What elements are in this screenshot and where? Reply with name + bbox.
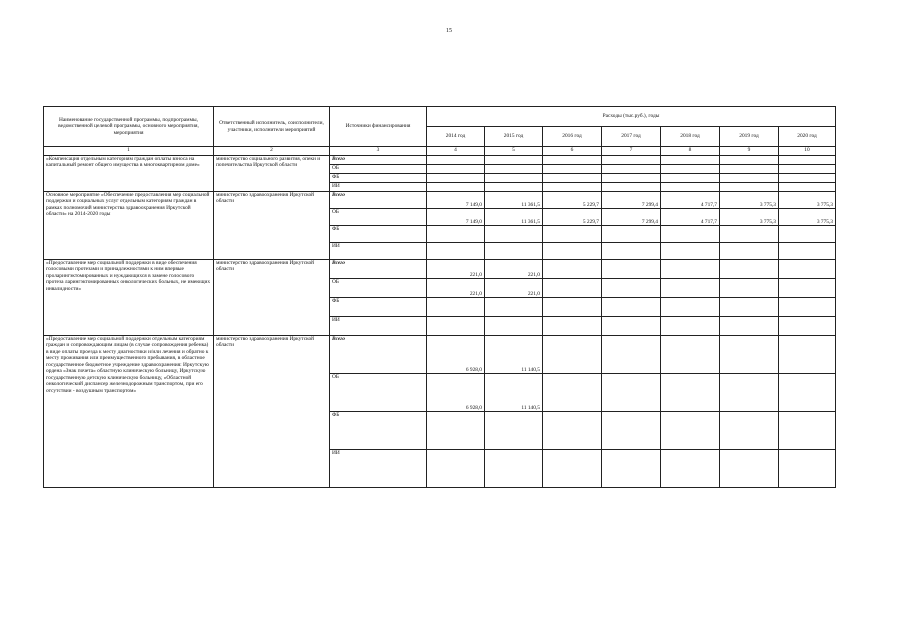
expense-value-cell bbox=[602, 450, 661, 488]
expense-value-cell: 7 149,0 bbox=[427, 192, 485, 209]
expense-value-cell: 221,0 bbox=[427, 279, 485, 298]
table-row bbox=[44, 260, 836, 279]
funding-source-cell: ИИ bbox=[330, 317, 427, 336]
expense-value-cell bbox=[543, 336, 602, 374]
expense-value-cell: 3 775,3 bbox=[779, 192, 836, 209]
header-year: 2014 год bbox=[427, 127, 485, 147]
column-number: 8 bbox=[661, 147, 720, 156]
expense-value-cell bbox=[427, 226, 485, 243]
expense-value-cell: 4 717,7 bbox=[661, 192, 720, 209]
header-responsible: Ответственный исполнитель, соисполнители, участники, исполнители мероприятий bbox=[214, 107, 330, 147]
funding-source-cell: ИИ bbox=[330, 243, 427, 260]
expense-value-cell bbox=[602, 317, 661, 336]
expense-value-cell bbox=[720, 183, 779, 192]
funding-source-cell: Всего bbox=[330, 156, 427, 165]
expense-value-cell bbox=[661, 279, 720, 298]
funding-source-cell: ИИ bbox=[330, 183, 427, 192]
table-row bbox=[44, 192, 836, 209]
expense-value-cell bbox=[602, 174, 661, 183]
expense-value-cell bbox=[427, 298, 485, 317]
expense-value-cell bbox=[543, 412, 602, 450]
funding-source-cell: Всего bbox=[330, 336, 427, 374]
expense-value-cell bbox=[779, 374, 836, 412]
expense-value-cell bbox=[720, 260, 779, 279]
expense-value-cell bbox=[720, 298, 779, 317]
expense-value-cell bbox=[427, 183, 485, 192]
expense-value-cell bbox=[779, 165, 836, 174]
header-year: 2020 год bbox=[779, 127, 836, 147]
expense-value-cell bbox=[602, 298, 661, 317]
expense-value-cell bbox=[427, 156, 485, 165]
expense-value-cell bbox=[485, 450, 543, 488]
header-funding-source: Источники финансирования bbox=[330, 107, 427, 147]
column-number: 5 bbox=[485, 147, 543, 156]
expense-value-cell bbox=[543, 165, 602, 174]
expense-value-cell: 5 229,7 bbox=[543, 209, 602, 226]
funding-source-cell: ОБ bbox=[330, 279, 427, 298]
expense-value-cell bbox=[661, 298, 720, 317]
expense-value-cell bbox=[427, 243, 485, 260]
expense-value-cell bbox=[779, 226, 836, 243]
expense-value-cell bbox=[661, 183, 720, 192]
expense-value-cell bbox=[427, 174, 485, 183]
expense-value-cell bbox=[779, 279, 836, 298]
expense-value-cell bbox=[720, 317, 779, 336]
expense-value-cell bbox=[543, 374, 602, 412]
expense-value-cell bbox=[427, 412, 485, 450]
expense-value-cell: 6 928,0 bbox=[427, 374, 485, 412]
expense-value-cell bbox=[543, 226, 602, 243]
page-number: 15 bbox=[446, 28, 452, 34]
expense-value-cell bbox=[543, 260, 602, 279]
expense-value-cell bbox=[779, 412, 836, 450]
expense-value-cell: 11 140,5 bbox=[485, 336, 543, 374]
expense-value-cell bbox=[543, 243, 602, 260]
responsible-cell: министерство здравоохранения Иркутской области bbox=[214, 336, 330, 488]
expense-value-cell bbox=[661, 374, 720, 412]
expense-value-cell bbox=[779, 336, 836, 374]
expense-value-cell bbox=[779, 260, 836, 279]
expense-value-cell bbox=[427, 450, 485, 488]
expense-value-cell bbox=[485, 183, 543, 192]
expense-value-cell bbox=[720, 243, 779, 260]
expense-value-cell bbox=[602, 243, 661, 260]
column-number: 9 bbox=[720, 147, 779, 156]
funding-source-cell: Всего bbox=[330, 192, 427, 209]
expense-value-cell: 7 299,4 bbox=[602, 209, 661, 226]
expense-value-cell bbox=[661, 165, 720, 174]
expense-value-cell bbox=[485, 156, 543, 165]
expense-value-cell bbox=[661, 412, 720, 450]
expense-value-cell bbox=[779, 156, 836, 165]
responsible-cell: министерство здравоохранения Иркутской области bbox=[214, 260, 330, 336]
header-year: 2019 год bbox=[720, 127, 779, 147]
program-name-cell: Основное мероприятие «Обеспечение предоставления мер социальной поддержки и социальных услуг отдельным категориям граждан в рамках полномочий министерства здравоохранения Иркутской области» на 2014-2020 годы bbox=[44, 192, 214, 260]
column-number: 4 bbox=[427, 147, 485, 156]
expense-value-cell bbox=[427, 165, 485, 174]
expense-value-cell bbox=[485, 226, 543, 243]
expense-value-cell bbox=[661, 156, 720, 165]
expense-value-cell bbox=[720, 279, 779, 298]
expense-value-cell bbox=[485, 165, 543, 174]
expense-value-cell: 4 717,7 bbox=[661, 209, 720, 226]
funding-source-cell: ФБ bbox=[330, 298, 427, 317]
expense-value-cell bbox=[485, 298, 543, 317]
expense-value-cell bbox=[779, 174, 836, 183]
funding-source-cell: ОБ bbox=[330, 374, 427, 412]
expense-value-cell bbox=[661, 243, 720, 260]
expense-value-cell: 6 928,0 bbox=[427, 336, 485, 374]
expense-value-cell: 3 775,3 bbox=[720, 209, 779, 226]
expense-value-cell bbox=[720, 450, 779, 488]
financing-table bbox=[43, 106, 836, 488]
expense-value-cell bbox=[602, 260, 661, 279]
expense-value-cell bbox=[720, 226, 779, 243]
expense-value-cell bbox=[661, 450, 720, 488]
expense-value-cell bbox=[602, 156, 661, 165]
expense-value-cell: 3 775,3 bbox=[720, 192, 779, 209]
expense-value-cell: 11 361,5 bbox=[485, 209, 543, 226]
table-row bbox=[44, 336, 836, 374]
expense-value-cell bbox=[720, 412, 779, 450]
expense-value-cell bbox=[720, 336, 779, 374]
expense-value-cell: 11 361,5 bbox=[485, 192, 543, 209]
expense-value-cell bbox=[427, 317, 485, 336]
expense-value-cell bbox=[720, 165, 779, 174]
expense-value-cell bbox=[720, 174, 779, 183]
expense-value-cell: 3 775,3 bbox=[779, 209, 836, 226]
expense-value-cell: 11 140,5 bbox=[485, 374, 543, 412]
header-program-name: Наименование государственной программы, подпрограммы, ведомственной целевой программы, основного мероприятия, мероприятия bbox=[44, 107, 214, 147]
header-year: 2017 год bbox=[602, 127, 661, 147]
expense-value-cell bbox=[543, 174, 602, 183]
funding-source-cell: ФБ bbox=[330, 226, 427, 243]
funding-source-cell: ОБ bbox=[330, 209, 427, 226]
expense-value-cell: 221,0 bbox=[485, 279, 543, 298]
expense-value-cell: 5 229,7 bbox=[543, 192, 602, 209]
expense-value-cell bbox=[602, 279, 661, 298]
expense-value-cell bbox=[602, 336, 661, 374]
responsible-cell: министерство социального развития, опеки и попечительства Иркутской области bbox=[214, 156, 330, 192]
expense-value-cell bbox=[485, 174, 543, 183]
program-name-cell: «Предоставление мер социальной поддержки в виде обеспечения голосовыми протезами и принадлежностями к ним впервые проларингэктомированных и нуждающихся в замене голосового протеза ларингэктомированных онкологических больных, не имеющих инвалидности» bbox=[44, 260, 214, 336]
responsible-cell: министерство здравоохранения Иркутской области bbox=[214, 192, 330, 260]
expense-value-cell bbox=[485, 412, 543, 450]
expense-value-cell bbox=[602, 226, 661, 243]
program-name-cell: «Предоставление мер социальной поддержки отдельным категориям граждан и сопровождающим лицам (в случае сопровождения ребенка) в виде оплаты проезда к месту диагностики и/или лечения и обратно к месту проживания или преимущественного пребывания, в областное государственное бюджетное учреждение здравоохранения: Иркутскую ордена «Знак почета» областную клиническую больницу, Иркутскую государственную детскую клиническую больницу, «Областной онкологический диспансер железнодорожным транспортом, при его отсутствии - воздушным транспортом» bbox=[44, 336, 214, 488]
header-year: 2015 год bbox=[485, 127, 543, 147]
expense-value-cell bbox=[602, 374, 661, 412]
expense-value-cell: 221,0 bbox=[485, 260, 543, 279]
column-number: 3 bbox=[330, 147, 427, 156]
column-number: 7 bbox=[602, 147, 661, 156]
expense-value-cell: 221,0 bbox=[427, 260, 485, 279]
expense-value-cell bbox=[779, 298, 836, 317]
funding-source-cell: ФБ bbox=[330, 174, 427, 183]
funding-source-cell: ИИ bbox=[330, 450, 427, 488]
funding-source-cell: ОБ bbox=[330, 165, 427, 174]
column-number: 1 bbox=[44, 147, 214, 156]
expense-value-cell bbox=[485, 317, 543, 336]
expense-value-cell bbox=[661, 174, 720, 183]
expense-value-cell bbox=[543, 317, 602, 336]
expense-value-cell bbox=[602, 165, 661, 174]
expense-value-cell bbox=[720, 374, 779, 412]
expense-value-cell: 7 299,4 bbox=[602, 192, 661, 209]
expense-value-cell bbox=[661, 336, 720, 374]
expense-value-cell bbox=[543, 156, 602, 165]
expense-value-cell bbox=[602, 183, 661, 192]
header-year: 2016 год bbox=[543, 127, 602, 147]
header-year: 2018 год bbox=[661, 127, 720, 147]
table-row bbox=[44, 156, 836, 165]
header-expenses: Расходы (тыс.руб.), годы bbox=[427, 107, 836, 127]
expense-value-cell bbox=[543, 183, 602, 192]
column-number: 6 bbox=[543, 147, 602, 156]
funding-source-cell: ФБ bbox=[330, 412, 427, 450]
expense-value-cell bbox=[661, 226, 720, 243]
funding-source-cell: Всего bbox=[330, 260, 427, 279]
expense-value-cell bbox=[779, 317, 836, 336]
expense-value-cell bbox=[779, 183, 836, 192]
expense-value-cell bbox=[543, 450, 602, 488]
column-number: 2 bbox=[214, 147, 330, 156]
expense-value-cell bbox=[602, 412, 661, 450]
column-number: 10 bbox=[779, 147, 836, 156]
expense-value-cell bbox=[543, 279, 602, 298]
expense-value-cell bbox=[485, 243, 543, 260]
expense-value-cell bbox=[720, 156, 779, 165]
expense-value-cell bbox=[779, 243, 836, 260]
expense-value-cell bbox=[543, 298, 602, 317]
expense-value-cell bbox=[779, 450, 836, 488]
program-name-cell: «Компенсация отдельным категориям граждан оплаты взноса на капитальный ремонт общего имущества в многоквартирном доме» bbox=[44, 156, 214, 192]
expense-value-cell: 7 149,0 bbox=[427, 209, 485, 226]
expense-value-cell bbox=[661, 317, 720, 336]
expense-value-cell bbox=[661, 260, 720, 279]
